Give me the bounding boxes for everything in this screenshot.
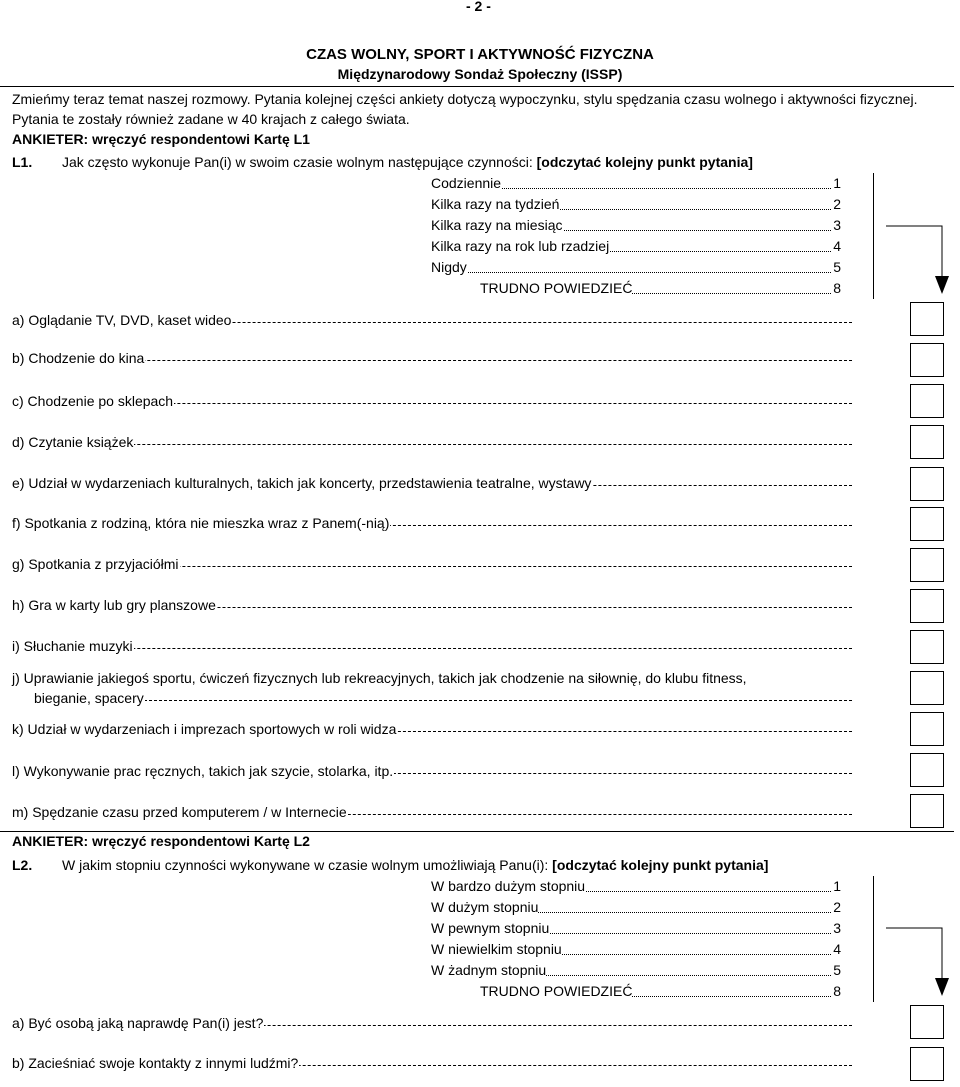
- l1-answer-box-m[interactable]: [910, 794, 944, 828]
- l1-answer-box-a[interactable]: [910, 302, 944, 336]
- l2-item-label: a) Być osobą jaką naprawdę Pan(i) jest?: [12, 1015, 264, 1031]
- l2-bracket-line: [873, 876, 874, 1002]
- l1-option-code: 2: [833, 196, 841, 212]
- l1-option: [480, 280, 841, 300]
- l2-option: [431, 878, 841, 898]
- l1-item-j: [34, 690, 852, 710]
- leader-dash: [12, 444, 852, 445]
- l1-option-label: Kilka razy na miesiąc: [431, 217, 563, 233]
- l1-question-note: [odczytać kolejny punkt pytania]: [536, 154, 753, 170]
- l2-instruction: ANKIETER: wręczyć respondentowi Kartę L2: [12, 833, 310, 849]
- l1-item-h: [12, 597, 852, 617]
- l1-item-b: [12, 350, 852, 370]
- l2-option: [480, 983, 841, 1003]
- page-subtitle: Międzynarodowy Sondaż Społeczny (ISSP): [337, 66, 623, 82]
- l2-arrow-icon: [882, 924, 952, 1000]
- l1-item-i: [12, 638, 852, 658]
- l1-answer-box-g[interactable]: [910, 548, 944, 582]
- l2-option: [431, 941, 841, 961]
- l2-number: L2.: [12, 857, 33, 873]
- l2-option-code: 5: [833, 962, 841, 978]
- leader-dash: [12, 648, 852, 649]
- l1-answer-box-f[interactable]: [910, 507, 944, 541]
- l1-item-a: [12, 312, 852, 332]
- l2-question-note: [odczytać kolejny punkt pytania]: [552, 857, 769, 873]
- l2-item-a: [12, 1015, 852, 1035]
- l1-answer-box-e[interactable]: [910, 467, 944, 501]
- l1-question-text: Jak często wykonuje Pan(i) w swoim czasie wolnym następujące czynności:: [62, 154, 533, 170]
- l2-option: [431, 962, 841, 982]
- l1-answer-box-h[interactable]: [910, 589, 944, 623]
- l2-option-code: 4: [833, 941, 841, 957]
- l1-answer-box-l[interactable]: [910, 753, 944, 787]
- l1-answer-box-j[interactable]: [910, 671, 944, 705]
- l2-option-label: W żadnym stopniu: [431, 962, 547, 978]
- l2-option-label: W pewnym stopniu: [431, 920, 550, 936]
- section-rule: [0, 831, 954, 832]
- l1-option-label: Kilka razy na tydzień: [431, 196, 560, 212]
- l1-item-l: [12, 763, 852, 783]
- intro-text: Zmieńmy teraz temat naszej rozmowy. Pytania kolejnej części ankiety dotyczą wypoczynku, stylu spędzania czasu wolnego i aktywności fizycznej. Pytania te zostały również zadane w 40 krajach z całego świata.: [12, 91, 918, 127]
- l1-option: [431, 175, 841, 195]
- l1-instruction: ANKIETER: wręczyć respondentowi Kartę L1: [12, 131, 310, 147]
- page-number: - 2 -: [466, 0, 491, 14]
- l1-arrow-icon: [882, 222, 952, 298]
- l1-answer-box-d[interactable]: [910, 425, 944, 459]
- l1-item-m: [12, 804, 852, 824]
- l1-bracket-line: [873, 173, 874, 299]
- l1-option: [431, 196, 841, 216]
- l2-option-code: 8: [833, 983, 841, 999]
- l2-option-code: 2: [833, 899, 841, 915]
- l2-answer-box-b[interactable]: [910, 1047, 944, 1081]
- l2-option: [431, 920, 841, 940]
- l1-item-g: [12, 556, 852, 576]
- leader-dash: [34, 700, 852, 701]
- l2-option-code: 1: [833, 878, 841, 894]
- page-title: CZAS WOLNY, SPORT I AKTYWNOŚĆ FIZYCZNA: [306, 46, 654, 63]
- l2-option-label: W bardzo dużym stopniu: [431, 878, 586, 894]
- l1-number: L1.: [12, 154, 33, 170]
- l1-item-label: f) Spotkania z rodziną, która nie mieszka wraz z Panem(-nią): [12, 515, 390, 531]
- l1-item-c: [12, 393, 852, 413]
- l1-question: [62, 154, 753, 170]
- l1-item-f: [12, 515, 852, 535]
- l1-option-label: Nigdy: [431, 259, 467, 275]
- l1-item-label: a) Oglądanie TV, DVD, kaset wideo: [12, 312, 232, 328]
- l1-answer-box-k[interactable]: [910, 712, 944, 746]
- l1-option-code: 4: [833, 238, 841, 254]
- l1-option-label: TRUDNO POWIEDZIEĆ: [480, 280, 633, 296]
- l1-item-label: k) Udział w wydarzeniach i imprezach sportowych w roli widza: [12, 721, 397, 737]
- l1-item-label: e) Udział w wydarzeniach kulturalnych, takich jak koncerty, przedstawienia teatralne, wystawy: [12, 475, 592, 491]
- l1-option-code: 1: [833, 175, 841, 191]
- l1-item-k: [12, 721, 852, 741]
- l1-option-code: 3: [833, 217, 841, 233]
- l1-answer-box-c[interactable]: [910, 384, 944, 418]
- l1-item-label: g) Spotkania z przyjaciółmi: [12, 556, 179, 572]
- l1-option-label: Kilka razy na rok lub rzadziej: [431, 238, 610, 254]
- l2-option: [431, 899, 841, 919]
- l2-option-code: 3: [833, 920, 841, 936]
- l1-item-label: i) Słuchanie muzyki: [12, 638, 133, 654]
- l2-option-label: TRUDNO POWIEDZIEĆ: [480, 983, 633, 999]
- l1-option: [431, 217, 841, 237]
- l1-option-code: 5: [833, 259, 841, 275]
- l1-answer-box-i[interactable]: [910, 630, 944, 664]
- l2-item-b: [12, 1055, 852, 1075]
- l1-option-code: 8: [833, 280, 841, 296]
- l1-item-label: bieganie, spacery: [34, 690, 144, 706]
- l1-item-label: c) Chodzenie po sklepach: [12, 393, 174, 409]
- header-rule: [0, 86, 954, 87]
- l2-option-label: W dużym stopniu: [431, 899, 539, 915]
- l1-answer-box-b[interactable]: [910, 343, 944, 377]
- l1-item-d: [12, 434, 852, 454]
- l1-item-j-line1: j) Uprawianie jakiegoś sportu, ćwiczeń fizycznych lub rekreacyjnych, takich jak chodzenie na siłownię, do klubu fitness,: [12, 670, 747, 686]
- l1-item-e: [12, 475, 852, 495]
- l1-item-label: l) Wykonywanie prac ręcznych, takich jak szycie, stolarka, itp.: [12, 763, 394, 779]
- l1-option: [431, 259, 841, 279]
- l2-item-label: b) Zacieśniać swoje kontakty z innymi ludźmi?: [12, 1055, 299, 1071]
- l1-item-label: h) Gra w karty lub gry planszowe: [12, 597, 216, 613]
- l2-question: [62, 857, 768, 873]
- l1-item-label: m) Spędzanie czasu przed komputerem / w Internecie: [12, 804, 347, 820]
- l1-option: [431, 238, 841, 258]
- leader-dots: [431, 272, 841, 273]
- l1-option-label: Codziennie: [431, 175, 502, 191]
- l1-item-label: d) Czytanie książek: [12, 434, 134, 450]
- l1-item-label: b) Chodzenie do kina: [12, 350, 145, 366]
- l2-question-text: W jakim stopniu czynności wykonywane w czasie wolnym umożliwiają Panu(i):: [62, 857, 549, 873]
- l2-option-label: W niewielkim stopniu: [431, 941, 562, 957]
- l2-answer-box-a[interactable]: [910, 1005, 944, 1039]
